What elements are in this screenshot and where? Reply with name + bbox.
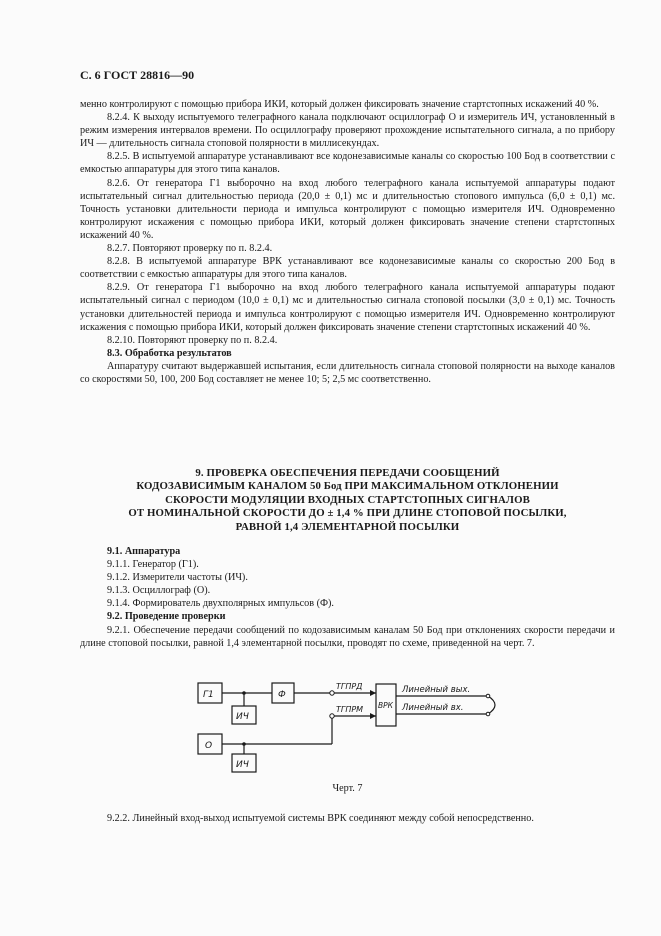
label-g1: Г1: [203, 690, 214, 700]
list-item: 9.1.2. Измерители частоты (ИЧ).: [107, 572, 248, 584]
body-text-section-9: [80, 545, 615, 650]
label-tgprm: ТГПРМ: [336, 705, 364, 714]
label-tgprd: ТГПРД: [336, 682, 363, 691]
paragraph-8-2-7: 8.2.7. Повторяют проверку по п. 8.2.4.: [107, 243, 273, 255]
list-item: 9.1.3. Осциллограф (О).: [107, 585, 211, 597]
paragraph-8-2-8: 8.2.8. В испытуемой аппаратуре ВРК устанавливают все кодонезависимые каналы со скоростью 200 Бод в соответствии с емкостью аппаратуры для этого типа каналов.: [80, 256, 615, 281]
section-9-heading: [80, 467, 615, 534]
paragraph-8-2-5: 8.2.5. В испытуемой аппаратуре устанавливают все кодонезависимые каналы со скоростью 100 Бод в соответствии с емкостью аппаратуры для этого типа каналов.: [80, 151, 615, 176]
schematic-diagram: [190, 676, 510, 776]
heading-line: КОДОЗАВИСИМЫМ КАНАЛОМ 50 Бод ПРИ МАКСИМАЛЬНОМ ОТКЛОНЕНИИ: [136, 480, 559, 493]
heading-line: СКОРОСТИ МОДУЛЯЦИИ ВХОДНЫХ СТАРТСТОПНЫХ СИГНАЛОВ: [165, 493, 530, 506]
label-ich-2: ИЧ: [236, 760, 249, 770]
figure-caption: Черт. 7: [332, 783, 363, 794]
section-9-1-title: 9.1. Аппаратура: [107, 546, 181, 557]
label-f: Ф: [278, 690, 286, 700]
page-header: С. 6 ГОСТ 28816—90: [80, 68, 195, 82]
list-item: 9.1.1. Генератор (Г1).: [107, 559, 199, 571]
paragraph-9-2-2: 9.2.2. Линейный вход-выход испытуемой системы ВРК соединяют между собой непосредственно.: [107, 813, 534, 824]
heading-line: ОТ НОМИНАЛЬНОЙ СКОРОСТИ ДО ± 1,4 % ПРИ ДЛИНЕ СТОПОВОЙ ПОСЫЛКИ,: [128, 507, 567, 520]
paragraph-9-2-1: 9.2.1. Обеспечение передачи сообщений по кодозависимым каналам 50 Бод при отклонениях скорости передачи и длине стоповой посылки, равной 1,4 элементарной посылки, проводят по схеме, приведенной на черт. 7.: [80, 624, 615, 649]
label-line-out: Линейный вых.: [402, 685, 471, 695]
body-text-end: [80, 812, 615, 826]
body-text-section-8: [80, 98, 615, 386]
heading-line: 9. ПРОВЕРКА ОБЕСПЕЧЕНИЯ ПЕРЕДАЧИ СООБЩЕНИЙ: [195, 467, 500, 479]
label-vrk: ВРК: [378, 701, 393, 710]
list-item: 9.1.4. Формирователь двухполярных импульсов (Ф).: [107, 598, 334, 610]
paragraph: менно контролируют с помощью прибора ИКИ, который должен фиксировать значение стартстопных искажений 40 %.: [80, 99, 599, 110]
section-8-3-text: Аппаратуру считают выдержавшей испытания, если длительность сигнала стоповой полярности на выходе каналов со скоростями 50, 100, 200 Бод составляет не менее 10; 5; 2,5 мс соответственно.: [80, 360, 615, 385]
paragraph-8-2-4: 8.2.4. К выходу испытуемого телеграфного канала подключают осциллограф О и измеритель ИЧ, установленный в режим измерения интервалов времени. По осциллографу проверяют прохождение испытательного сигнала, а по прибору ИЧ — длительность сигнала стоповой полярности в миллисекундах.: [80, 112, 615, 150]
label-o: О: [205, 741, 213, 751]
paragraph-8-2-6: 8.2.6. От генератора Г1 выборочно на вход любого телеграфного канала испытуемой аппаратуры подают испытательный сигнал длительностью периода (20,0 ± 0,1) мс и длительностью стопового импульса (6,0 ± 0,1) мс. Точность установки длительности периода и импульса контролируют с помощью измерителя ИЧ. Одновременно контролируют искажения с помощью прибора ИКИ, который должен фиксировать значение степени стартстопных искажений 40 %.: [80, 177, 615, 241]
paragraph-8-2-10: 8.2.10. Повторяют проверку по п. 8.2.4.: [107, 334, 278, 346]
section-9-2-title: 9.2. Проведение проверки: [107, 611, 226, 623]
label-ich-1: ИЧ: [236, 712, 249, 722]
paragraph-8-2-9: 8.2.9. От генератора Г1 выборочно на вход любого телеграфного канала испытуемой аппаратуры подают испытательный сигнал с периодом (10,0 ± 0,1) мс и длительностью сигнала стоповой посылки (3,0 ± 0,1) мс. Точность установки длительностей периода и импульса контролируют с помощью измерителя ИЧ. Одновременно контролируют искажения с помощью прибора ИКИ, который должен фиксировать значение степени стартстопных искажений 40 %.: [80, 282, 615, 333]
heading-line: РАВНОЙ 1,4 ЭЛЕМЕНТАРНОЙ ПОСЫЛКИ: [235, 520, 460, 533]
section-8-3-title: 8.3. Обработка результатов: [107, 347, 232, 359]
label-line-in: Линейный вх.: [402, 703, 464, 713]
